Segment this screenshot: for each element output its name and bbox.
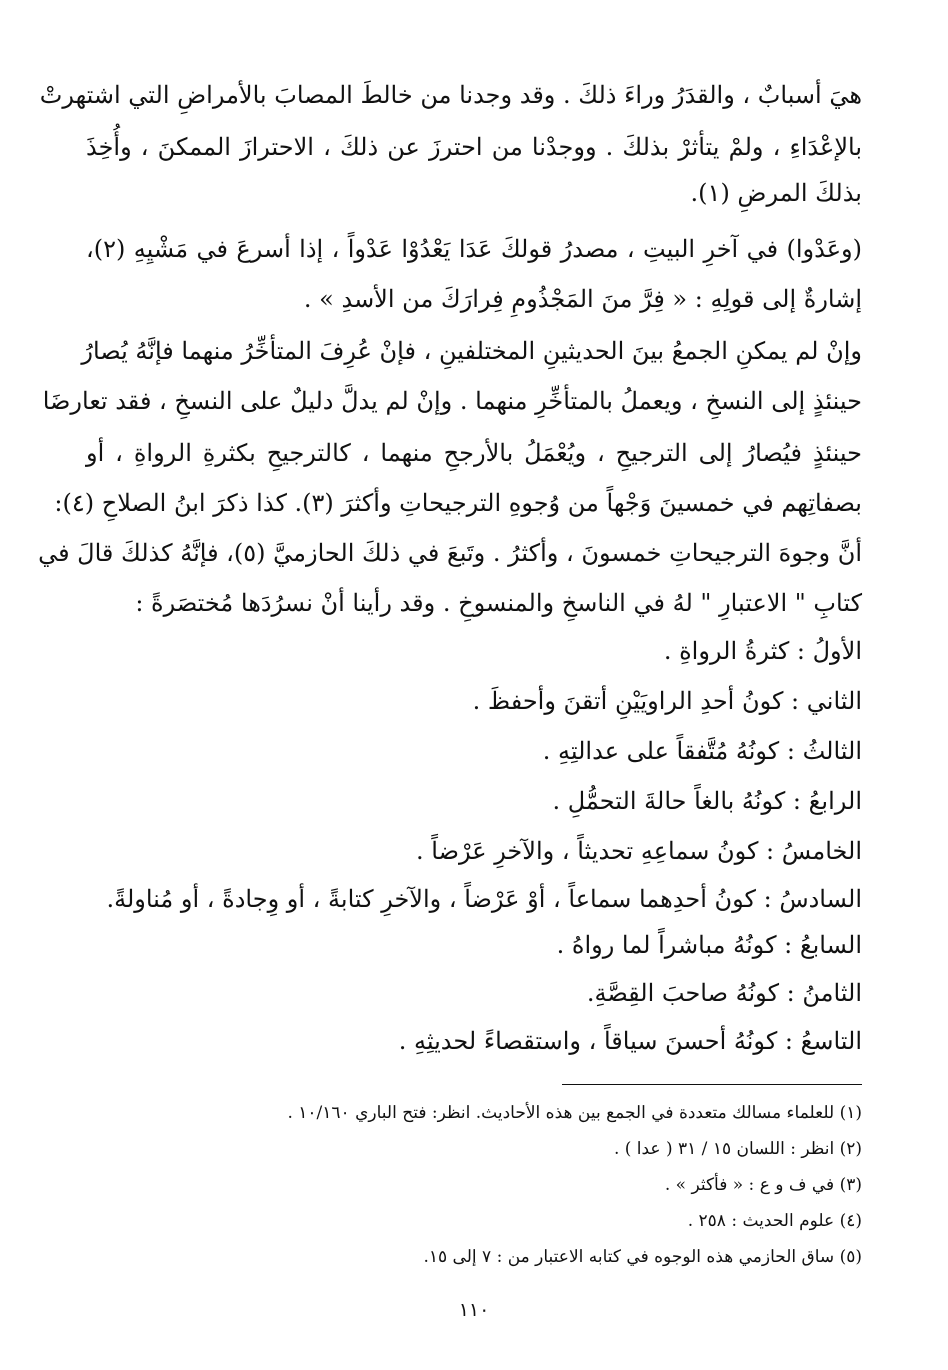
- text-line-5: إشارةٌ إلى قولِهِ : « فِرَّ منَ المَجْذُومِ فِرارَكَ من الأسدِ » .: [303, 285, 862, 313]
- list-item: الأولُ : كثرةُ الرواةِ .: [663, 637, 862, 665]
- footnote-2: (٢) انظر : اللسان ١٥ / ٣١ ( عدا ) .: [613, 1139, 862, 1159]
- list-item: السابعُ : كونُهُ مباشراً لما رواهُ .: [556, 931, 862, 959]
- list-item: الثامنُ : كونُهُ صاحبَ القِصَّةِ.: [586, 979, 862, 1007]
- text-line-4: (وعَدْوا) في آخرِ البيتِ ، مصدرُ قولكَ عَدَا يَعْدُوْا عَدْواً ، إذا أسرعَ في مَشْيِهِ (٢)،: [86, 235, 862, 263]
- footnote-5: (٥) ساق الحازمي هذه الوجوه في كتابه الاعتبار من : ٧ إلى ١٥.: [423, 1247, 862, 1267]
- footnote-4: (٤) علوم الحديث : ٢٥٨ .: [687, 1211, 862, 1231]
- text-line-1: هيَ أسبابٌ ، والقدَرُ وراءَ ذلكَ . وقد وجدنا من خالطَ المصابَ بالأمراضِ التي اشتهرتْ: [39, 81, 862, 109]
- text-line-11: كتابِ " الاعتبارِ " لهُ في الناسخِ والمنسوخِ . وقد رأينا أنْ نسرُدَها مُختصَرةً :: [135, 589, 862, 617]
- text-line-10: أنَّ وجوهَ الترجيحاتِ خمسونَ ، وأكثرُ . وتَبعَ في ذلكَ الحازميَّ (٥)، فإنَّهُ كذلكَ قالَ في: [38, 539, 862, 567]
- list-item: الثالثُ : كونُهُ مُتَّفقاً على عدالتِهِ .: [542, 737, 862, 765]
- list-item: الخامسُ : كونُ سماعِهِ تحديثاً ، والآخرِ عَرْضاً .: [416, 837, 862, 865]
- text-line-6: وإنْ لم يمكنِ الجمعُ بينَ الحديثينِ المختلفينِ ، فإنْ عُرِفَ المتأخِّرُ منهما فإنَّهُ يُصارُ: [81, 337, 862, 365]
- text-line-8: حينئذٍ فيُصارُ إلى الترجيحِ ، ويُعْمَلُ بالأرجحِ منهما ، كالترجيحِ بكثرةِ الرواةِ ، أو: [86, 439, 862, 467]
- list-item: الثاني : كونُ أحدِ الراويَيْنِ أتقنَ وأحفظَ .: [472, 687, 862, 715]
- footnote-1: (١) للعلماء مسالك متعددة في الجمع بين هذه الأحاديث. انظر: فتح الباري ١٠/١٦٠ .: [287, 1103, 862, 1123]
- footnote-divider: [562, 1084, 862, 1085]
- list-item: السادسُ : كونُ أحدِهما سماعاً ، أوْ عَرْضاً ، والآخرِ كتابةً ، أو وِجادةً ، أو مُناولةً.: [106, 885, 862, 913]
- list-item: الرابعُ : كونُهُ بالغاً حالةَ التحمُّلِ .: [552, 787, 862, 815]
- text-line-3: بذلكَ المرضِ (١).: [690, 179, 862, 207]
- page-number: ١١٠: [458, 1299, 490, 1321]
- text-line-2: بالإعْدَاءِ ، ولمْ يتأثرْ بذلكَ . ووجدْنا من احترزَ عن ذلكَ ، الاحترازَ الممكنَ ، وأُخِذَ: [86, 133, 862, 161]
- text-line-7: حينئذٍ إلى النسخِ ، ويعملُ بالمتأخِّرِ منهما . وإنْ لم يدلَّ دليلٌ على النسخِ ، فقد تعارضَا: [42, 387, 862, 415]
- list-item: التاسعُ : كونُهُ أحسنَ سياقاً ، واستقصاءً لحديثِهِ .: [398, 1027, 862, 1055]
- footnote-3: (٣) في ف و ع : « فأكثر » .: [664, 1175, 862, 1195]
- text-line-9: بصفاتِهم في خمسينَ وَجْهاً من وُجوهِ الترجيحاتِ وأكثرَ (٣). كذا ذكرَ ابنُ الصلاحِ (٤):: [54, 489, 862, 517]
